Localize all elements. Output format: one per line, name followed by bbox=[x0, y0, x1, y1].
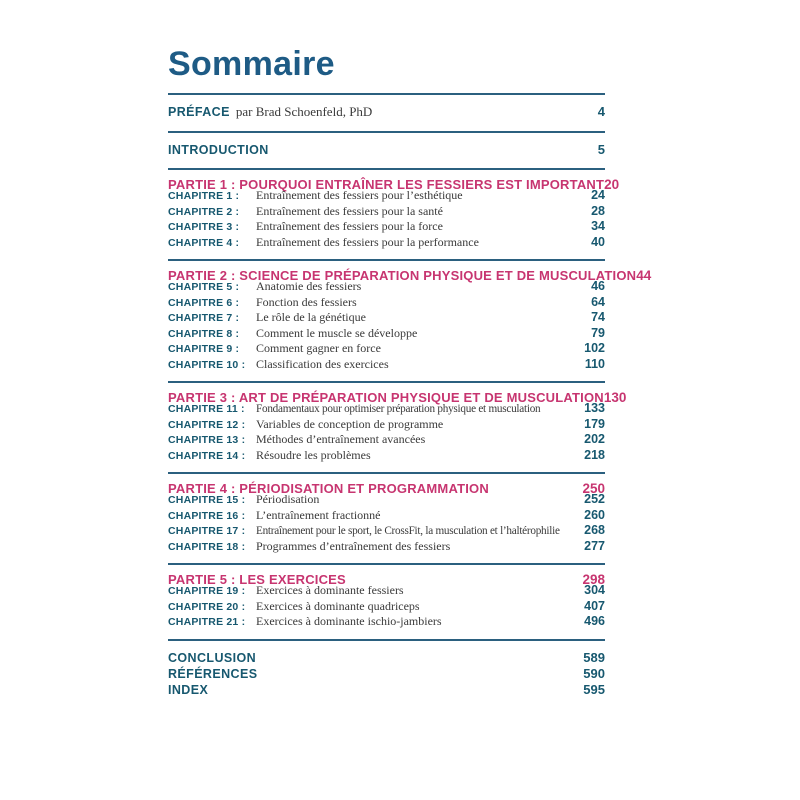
part-heading-row bbox=[168, 261, 652, 283]
chapter-title: Périodisation bbox=[256, 492, 320, 506]
chapter-title: Exercices à dominante quadriceps bbox=[256, 598, 420, 613]
chapter-page-number: 496 bbox=[584, 614, 605, 628]
chapter-label: CHAPITRE 17 : bbox=[168, 525, 246, 537]
chapter-label: CHAPITRE 5 : bbox=[168, 281, 240, 293]
toc-entry-page-number: 5 bbox=[597, 142, 605, 157]
chapter-page-number: 64 bbox=[591, 294, 605, 309]
chapter-page-number: 179 bbox=[584, 416, 605, 431]
toc-entry-row bbox=[168, 133, 605, 168]
chapter-label: CHAPITRE 6 : bbox=[168, 296, 240, 309]
chapter-row bbox=[168, 326, 605, 342]
chapter-page-number: 102 bbox=[584, 341, 605, 355]
chapter-label: CHAPITRE 19 : bbox=[168, 585, 246, 597]
chapter-label: CHAPITRE 21 : bbox=[168, 616, 246, 628]
chapter-row bbox=[168, 310, 605, 326]
chapter-page-number: 79 bbox=[591, 325, 605, 340]
part-heading-label: PARTIE 2 : SCIENCE DE PRÉPARATION PHYSIQUE ET DE MUSCULATION bbox=[168, 268, 637, 283]
part-heading-row bbox=[168, 383, 627, 405]
chapter-row bbox=[168, 204, 605, 220]
chapter-label: CHAPITRE 12 : bbox=[168, 418, 246, 431]
chapter-title: Exercices à dominante ischio-jambiers bbox=[256, 614, 442, 628]
backmatter-section bbox=[168, 639, 605, 698]
chapter-row bbox=[168, 539, 605, 555]
chapter-row bbox=[168, 523, 605, 539]
chapter-label: CHAPITRE 11 : bbox=[168, 403, 245, 415]
chapter-label: CHAPITRE 7 : bbox=[168, 312, 240, 324]
chapter-row bbox=[168, 417, 605, 433]
chapter-page-number: 74 bbox=[591, 310, 605, 324]
toc-entry-suffix: par Brad Schoenfeld, PhD bbox=[235, 104, 373, 119]
chapter-label: CHAPITRE 14 : bbox=[168, 449, 246, 462]
chapter-row bbox=[168, 357, 605, 373]
chapter-row bbox=[168, 341, 605, 357]
toc-entry-page-number: 590 bbox=[583, 665, 605, 681]
chapter-label: CHAPITRE 9 : bbox=[168, 343, 240, 355]
part-section bbox=[168, 563, 605, 639]
chapter-title: Exercices à dominante fessiers bbox=[256, 583, 404, 597]
toc-entry-page-number: 589 bbox=[583, 649, 605, 665]
chapter-page-number: 407 bbox=[584, 598, 605, 613]
page-title: Sommaire bbox=[168, 45, 335, 83]
part-page-number: 130 bbox=[603, 390, 627, 405]
part-section bbox=[168, 472, 605, 563]
part-page-number: 44 bbox=[636, 268, 652, 283]
part-section bbox=[168, 259, 652, 381]
frontmatter-section bbox=[168, 131, 605, 168]
chapter-row bbox=[168, 295, 605, 311]
chapter-title: Le rôle de la génétique bbox=[256, 310, 366, 324]
toc-entry-label: PRÉFACE bbox=[168, 105, 230, 119]
part-heading-row bbox=[168, 474, 605, 496]
chapter-page-number: 277 bbox=[584, 538, 605, 553]
chapter-label: CHAPITRE 8 : bbox=[168, 327, 240, 340]
chapter-label: CHAPITRE 2 : bbox=[168, 205, 240, 218]
part-section bbox=[168, 168, 620, 259]
toc-entry-label: INTRODUCTION bbox=[168, 143, 269, 157]
part-heading-row bbox=[168, 170, 620, 192]
chapter-title: Entraînement des fessiers pour l’esthétique bbox=[256, 188, 463, 202]
part-heading-row bbox=[168, 565, 605, 587]
chapter-row bbox=[168, 401, 605, 417]
chapter-row bbox=[168, 188, 605, 204]
frontmatter-sections bbox=[168, 93, 605, 168]
toc-content bbox=[168, 44, 652, 698]
chapter-row bbox=[168, 599, 605, 615]
chapter-row bbox=[168, 492, 605, 508]
chapter-page-number: 40 bbox=[591, 234, 605, 249]
chapter-title: Variables de conception de programme bbox=[256, 416, 444, 431]
chapter-row bbox=[168, 279, 605, 295]
part-heading-label: PARTIE 4 : PÉRIODISATION ET PROGRAMMATION bbox=[168, 481, 489, 496]
chapter-title: Entraînement des fessiers pour la performance bbox=[256, 234, 479, 249]
chapter-page-number: 34 bbox=[591, 219, 605, 233]
chapter-label: CHAPITRE 1 : bbox=[168, 190, 240, 202]
chapter-row bbox=[168, 583, 605, 599]
chapter-row bbox=[168, 448, 605, 464]
chapter-page-number: 252 bbox=[584, 492, 605, 506]
chapter-row bbox=[168, 508, 605, 524]
chapter-title: Anatomie des fessiers bbox=[256, 279, 362, 293]
frontmatter-section bbox=[168, 93, 605, 131]
chapter-title: Comment le muscle se développe bbox=[256, 325, 418, 340]
chapter-title: Entraînement des fessiers pour la santé bbox=[256, 203, 443, 218]
part-heading-label: PARTIE 3 : ART DE PRÉPARATION PHYSIQUE ET DE MUSCULATION bbox=[168, 390, 604, 405]
chapter-label: CHAPITRE 16 : bbox=[168, 509, 246, 522]
chapter-label: CHAPITRE 15 : bbox=[168, 494, 246, 506]
chapter-row bbox=[168, 235, 605, 251]
chapter-label: CHAPITRE 10 : bbox=[168, 358, 246, 371]
part-page-number: 298 bbox=[582, 572, 605, 587]
chapter-page-number: 260 bbox=[584, 507, 605, 522]
chapter-row bbox=[168, 219, 605, 235]
chapter-title: Comment gagner en force bbox=[256, 341, 381, 355]
part-heading-label: PARTIE 5 : LES EXERCICES bbox=[168, 572, 346, 587]
chapter-label: CHAPITRE 13 : bbox=[168, 434, 246, 446]
chapter-title: Entraînement des fessiers pour la force bbox=[256, 219, 443, 233]
toc-entry-row bbox=[168, 682, 605, 698]
toc-entry-row bbox=[168, 666, 605, 682]
chapter-label: CHAPITRE 18 : bbox=[168, 540, 246, 553]
chapter-page-number: 133 bbox=[584, 401, 605, 415]
part-heading-label: PARTIE 1 : POURQUOI ENTRAÎNER LES FESSIERS EST IMPORTANT bbox=[168, 177, 605, 192]
part-page-number: 250 bbox=[582, 481, 605, 496]
chapter-row bbox=[168, 432, 605, 448]
chapter-page-number: 218 bbox=[584, 447, 605, 462]
chapter-label: CHAPITRE 3 : bbox=[168, 221, 240, 233]
chapter-page-number: 46 bbox=[591, 279, 605, 293]
chapter-title: Classification des exercices bbox=[256, 356, 389, 371]
toc-entry-label: RÉFÉRENCES bbox=[168, 666, 258, 681]
chapter-title: Entraînement pour le sport, le CrossFit, la musculation et l’haltérophilie bbox=[256, 525, 560, 537]
chapter-label: CHAPITRE 4 : bbox=[168, 236, 240, 249]
part-sections bbox=[168, 168, 652, 639]
chapter-label: CHAPITRE 20 : bbox=[168, 600, 246, 613]
chapter-page-number: 202 bbox=[584, 432, 605, 446]
chapter-title: Méthodes d’entraînement avancées bbox=[256, 432, 426, 446]
chapter-row bbox=[168, 614, 605, 630]
chapter-title: Fondamentaux pour optimiser préparation physique et musculation bbox=[256, 403, 541, 415]
toc-entry-page-number: 595 bbox=[583, 681, 605, 697]
chapter-title: L’entraînement fractionné bbox=[256, 507, 381, 522]
chapter-page-number: 110 bbox=[584, 356, 605, 371]
toc-entry-row bbox=[168, 95, 605, 131]
toc-entry-page-number: 4 bbox=[597, 104, 605, 119]
chapter-title: Fonction des fessiers bbox=[256, 294, 357, 309]
chapter-title: Programmes d’entraînement des fessiers bbox=[256, 538, 451, 553]
part-section bbox=[168, 381, 627, 472]
chapter-page-number: 24 bbox=[591, 188, 605, 202]
chapter-page-number: 28 bbox=[591, 203, 605, 218]
chapter-title: Résoudre les problèmes bbox=[256, 447, 371, 462]
toc-entry-label: INDEX bbox=[168, 682, 209, 697]
part-page-number: 20 bbox=[604, 177, 620, 192]
chapter-page-number: 268 bbox=[584, 523, 605, 537]
toc-entry-label: CONCLUSION bbox=[168, 650, 257, 665]
toc-entry-row bbox=[168, 650, 605, 666]
chapter-page-number: 304 bbox=[584, 583, 605, 597]
